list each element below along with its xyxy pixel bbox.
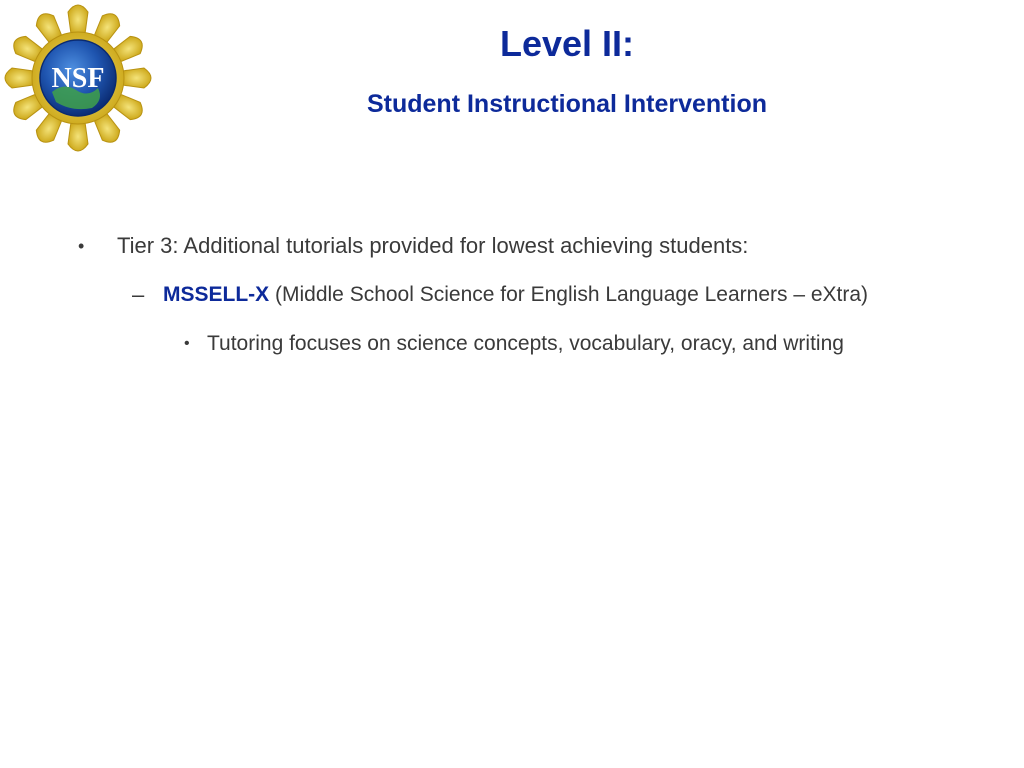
page-subtitle: Student Instructional Intervention	[366, 90, 767, 118]
program-description: (Middle School Science for English Language Learners – eXtra)	[269, 283, 869, 306]
bullet-item-tier-3	[0, 228, 1024, 264]
bullet-text	[163, 277, 868, 313]
bullet-item-tutoring	[0, 326, 1024, 362]
page-title: Level II:	[499, 23, 635, 64]
bullet-icon: •	[78, 236, 85, 256]
bullet-text: Tutoring focuses on science concepts, vocabulary, oracy, and writing	[207, 332, 844, 355]
bullet-icon: •	[184, 335, 190, 352]
program-name: MSSELL-X	[163, 283, 270, 306]
bullet-text: Tier 3: Additional tutorials provided for lowest achieving students:	[117, 233, 749, 258]
bullet-item-mssell-x	[0, 277, 1024, 313]
dash-icon: –	[132, 282, 145, 307]
nsf-logo-text: NSF	[51, 63, 105, 94]
